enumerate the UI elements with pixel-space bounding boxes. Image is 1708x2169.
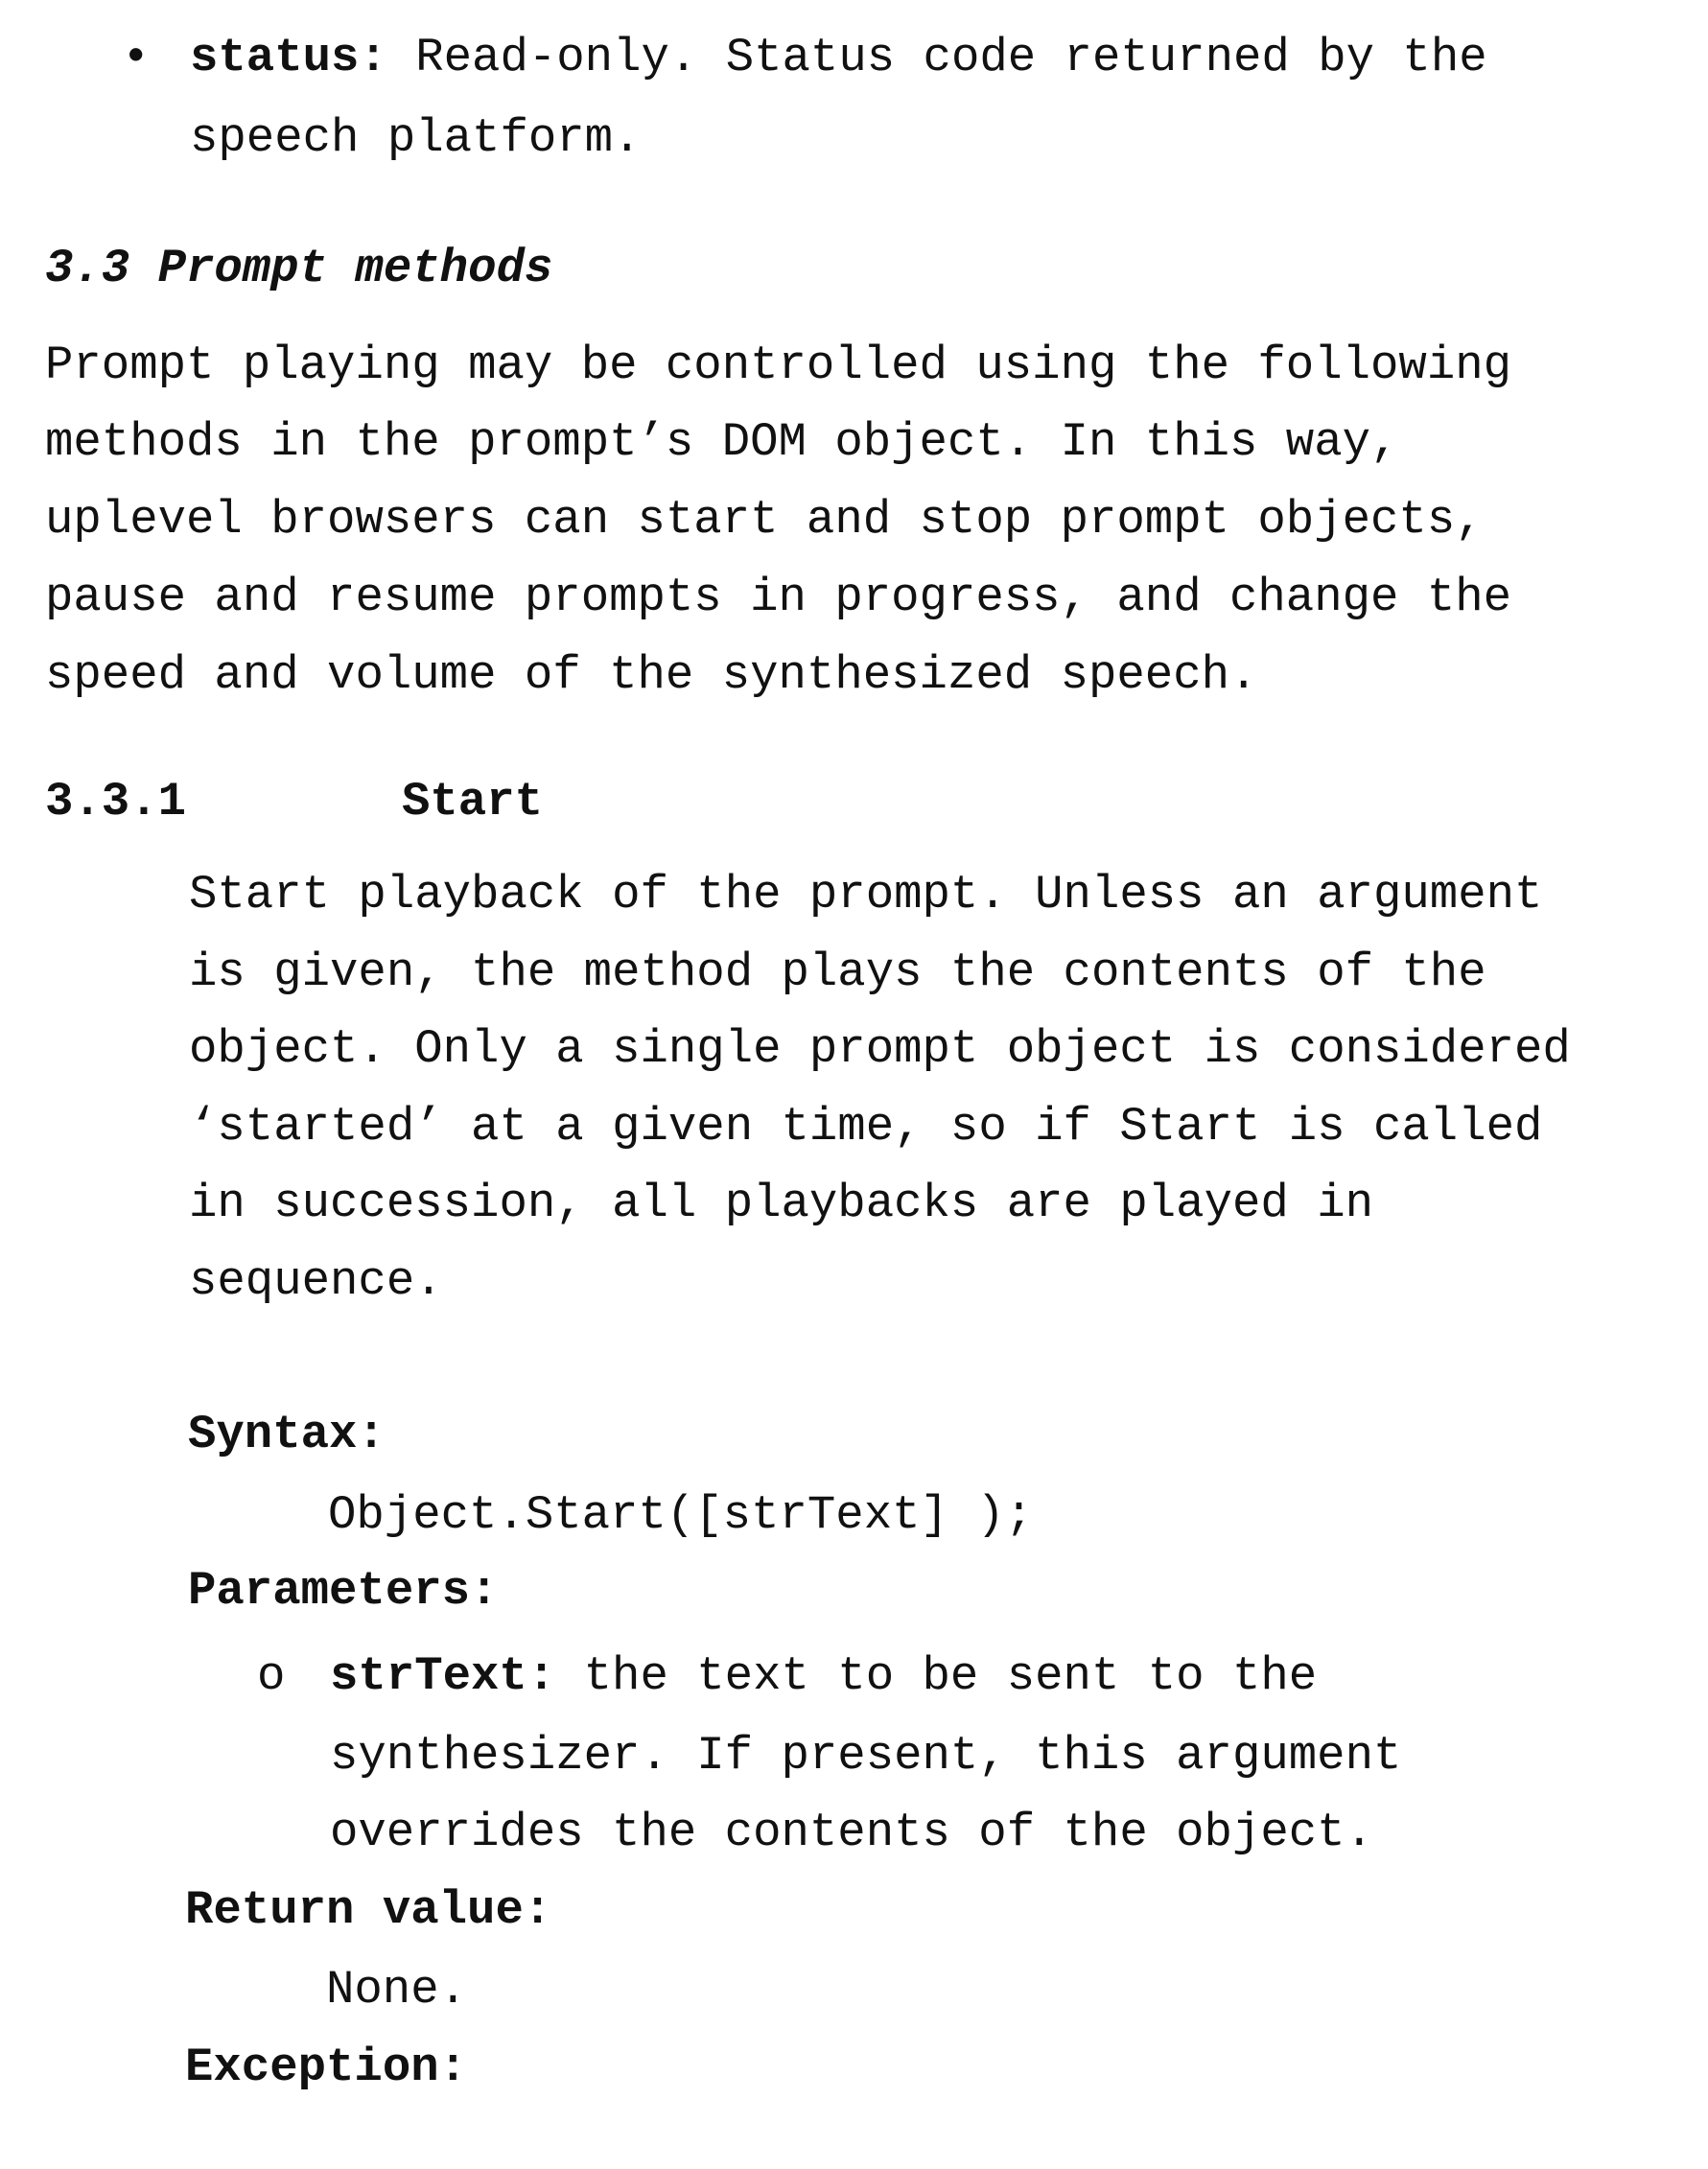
paragraph-line: methods in the prompt’s DOM object. In this way,: [45, 413, 1398, 471]
description-line: object. Only a single prompt object is considered: [189, 1020, 1571, 1078]
return-value-label: Return value:: [185, 1881, 551, 1939]
paragraph-line: Prompt playing may be controlled using the following: [45, 337, 1511, 394]
description-line: ‘started’ at a given time, so if Start is called: [189, 1098, 1542, 1155]
paragraph-line: uplevel browsers can start and stop prompt objects,: [45, 491, 1484, 548]
return-value: None.: [326, 1961, 467, 2018]
paragraph-line: speed and volume of the synthesized speech.: [45, 646, 1257, 704]
status-term: status:: [190, 31, 387, 84]
paragraph-line: pause and resume prompts in progress, and change the: [45, 569, 1511, 626]
parameter-name: strText:: [330, 1649, 555, 1703]
description-line: sequence.: [189, 1252, 443, 1310]
subsection-title: Start: [402, 773, 543, 830]
status-line-2: speech platform.: [190, 109, 641, 167]
description-line: is given, the method plays the contents of the: [189, 944, 1486, 1001]
parameter-line: synthesizer. If present, this argument: [330, 1727, 1401, 1784]
circle-bullet-icon: o: [257, 1647, 285, 1705]
description-line: in succession, all playbacks are played in: [189, 1175, 1373, 1232]
description-line: Start playback of the prompt. Unless an argument: [189, 866, 1542, 923]
exception-label: Exception:: [185, 2039, 467, 2096]
section-heading: 3.3 Prompt methods: [45, 240, 552, 297]
subsection-number: 3.3.1: [45, 773, 186, 830]
status-line-1: [190, 29, 1487, 86]
bullet-icon: •: [122, 29, 150, 86]
parameter-text: the text to be sent to the: [555, 1649, 1317, 1703]
status-text: Read-only. Status code returned by the: [387, 31, 1487, 84]
parameters-label: Parameters:: [188, 1562, 498, 1620]
parameter-line: overrides the contents of the object.: [330, 1804, 1373, 1861]
parameter-line-1: [330, 1647, 1317, 1705]
syntax-code: Object.Start([strText] );: [328, 1486, 1033, 1544]
syntax-label: Syntax:: [188, 1406, 386, 1463]
